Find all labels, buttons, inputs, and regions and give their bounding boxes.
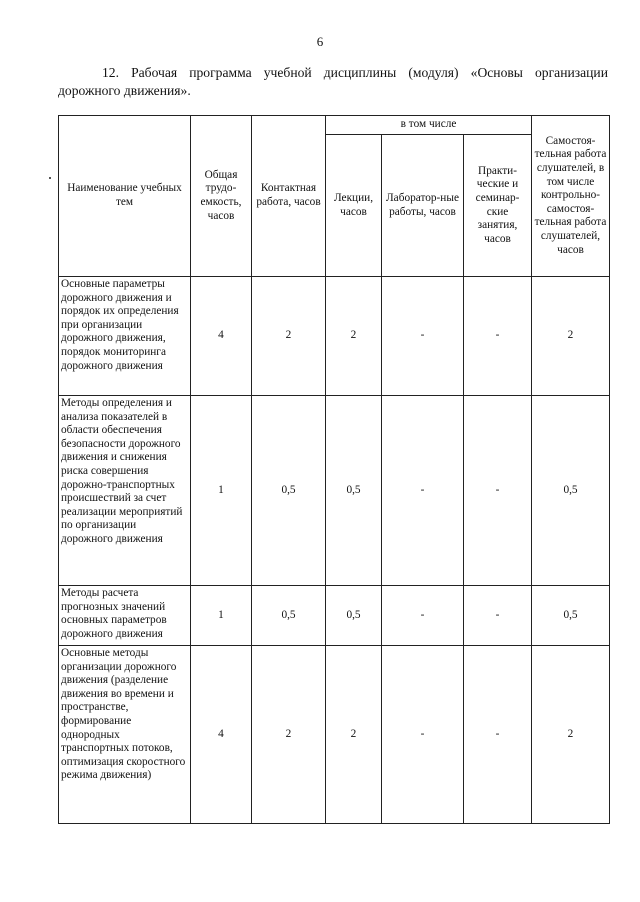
total-hours-cell: 1 <box>191 396 252 586</box>
header-including: в том числе <box>326 116 532 135</box>
table-row <box>59 277 610 396</box>
total-hours-cell: 4 <box>191 646 252 824</box>
labs-cell: - <box>382 396 464 586</box>
topic-name-cell: Методы расчета прогнозных значений основных параметров дорожного движения <box>59 586 191 646</box>
lectures-cell: 2 <box>326 277 382 396</box>
header-total-hours: Общая трудо-емкость, часов <box>191 116 252 277</box>
self-study-cell: 0,5 <box>532 586 610 646</box>
section-heading: 12. Рабочая программа учебной дисциплины (модуля) «Основы организации дорожного движения». <box>58 65 608 98</box>
topic-name-cell: Методы определения и анализа показателей в области обеспечения безопасности дорожного движения и снижения риска совершения дорожно-транспортных происшествий за счет реализации мероприятий по организации дорожного движения <box>59 396 191 586</box>
header-lectures: Лекции, часов <box>326 135 382 277</box>
header-topic-name: Наименование учебных тем <box>59 116 191 277</box>
table-row <box>59 586 610 646</box>
topic-name-cell: Основные параметры дорожного движения и порядок их определения при организации дорожного движения, порядок мониторинга дорожного движения <box>59 277 191 396</box>
contact-hours-cell: 0,5 <box>252 586 326 646</box>
contact-hours-cell: 2 <box>252 277 326 396</box>
self-study-cell: 0,5 <box>532 396 610 586</box>
topic-name-cell: Основные методы организации дорожного движения (разделение движения во времени и пространстве, формирование однородных транспортных потоков, оптимизация скоростного режима движения) <box>59 646 191 824</box>
header-contact-hours: Контактная работа, часов <box>252 116 326 277</box>
page-number: 6 <box>316 34 324 49</box>
lectures-cell: 2 <box>326 646 382 824</box>
labs-cell: - <box>382 277 464 396</box>
practice-cell: - <box>464 586 532 646</box>
table-row <box>59 396 610 586</box>
self-study-cell: 2 <box>532 277 610 396</box>
total-hours-cell: 1 <box>191 586 252 646</box>
total-hours-cell: 4 <box>191 277 252 396</box>
contact-hours-cell: 2 <box>252 646 326 824</box>
practice-cell: - <box>464 277 532 396</box>
header-practice: Практи-ческие и семинар-ские занятия, часов <box>464 135 532 277</box>
header-labs: Лаборатор-ные работы, часов <box>382 135 464 277</box>
labs-cell: - <box>382 646 464 824</box>
self-study-cell: 2 <box>532 646 610 824</box>
scan-artifact-dot <box>49 177 51 179</box>
practice-cell: - <box>464 646 532 824</box>
lectures-cell: 0,5 <box>326 396 382 586</box>
table-row <box>59 646 610 824</box>
labs-cell: - <box>382 586 464 646</box>
contact-hours-cell: 0,5 <box>252 396 326 586</box>
lectures-cell: 0,5 <box>326 586 382 646</box>
header-self-study-hours: Самостоя-тельная работа слушателей, в том числе контрольно-самостоя-тельная работа слушателей, часов <box>532 116 610 277</box>
curriculum-table <box>58 115 610 824</box>
practice-cell: - <box>464 396 532 586</box>
